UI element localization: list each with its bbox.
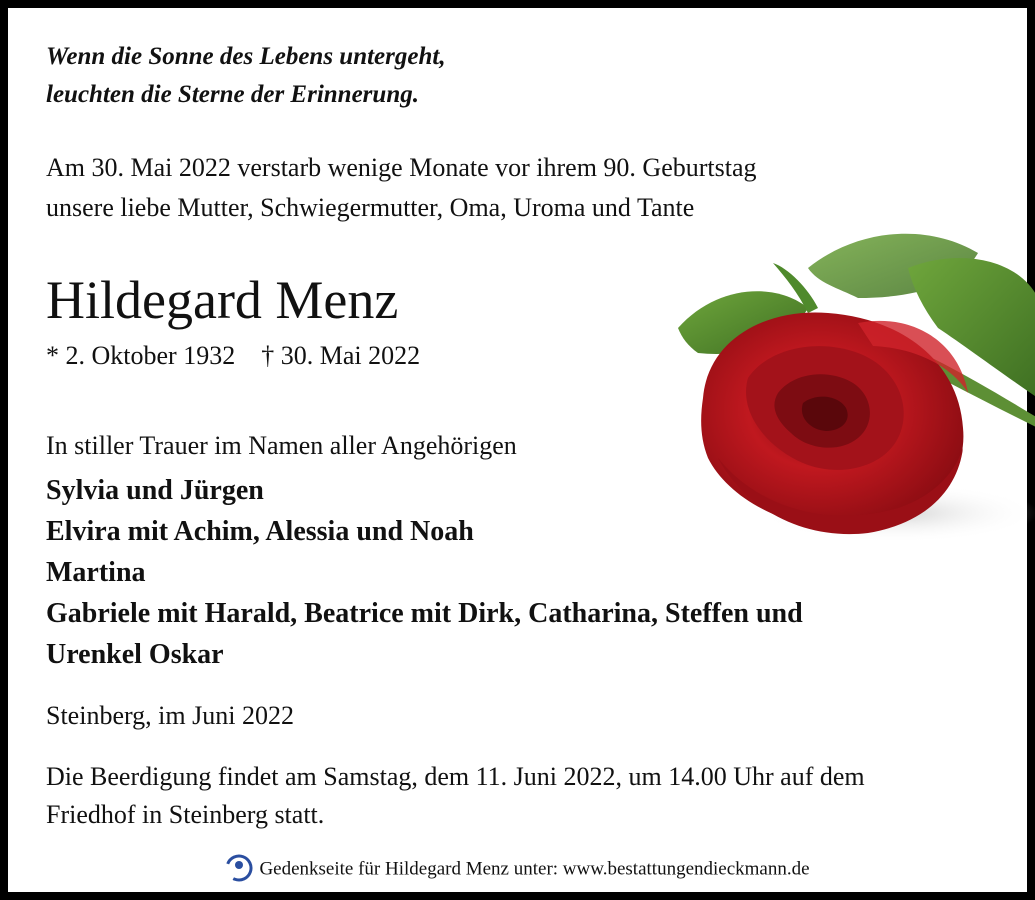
life-dates [46, 338, 420, 374]
bestatter-logo-icon [225, 854, 253, 882]
family-member-line: Martina [46, 557, 146, 588]
funeral-line-2: Friedhof in Steinberg statt. [46, 800, 325, 829]
family-member-line: Elvira mit Achim, Alessia und Noah [46, 516, 474, 547]
funeral-info [46, 758, 865, 834]
death-date: † 30. Mai 2022 [261, 341, 421, 370]
family-member-line: Urenkel Oskar [46, 639, 224, 670]
intro-line-2: unsere liebe Mutter, Schwiegermutter, Oma, Uroma und Tante [46, 193, 695, 222]
deceased-name: Hildegard Menz [46, 270, 399, 330]
family-member-line: Gabriele mit Harald, Beatrice mit Dirk, Catharina, Steffen und [46, 598, 803, 629]
motto-line-1: Wenn die Sonne des Lebens untergeht, [46, 43, 446, 70]
motto [46, 38, 446, 114]
intro-text [46, 148, 757, 228]
memorial-page-link[interactable]: Gedenkseite für Hildegard Menz unter: www.bestattungendieckmann.de [259, 858, 810, 880]
place-date: Steinberg, im Juni 2022 [46, 701, 294, 730]
family-list [46, 470, 803, 675]
funeral-line-1: Die Beerdigung findet am Samstag, dem 11. Juni 2022, um 14.00 Uhr auf dem [46, 762, 865, 791]
family-member-line: Sylvia und Jürgen [46, 475, 264, 506]
birth-date: * 2. Oktober 1932 [46, 341, 236, 370]
mourning-text: In stiller Trauer im Namen aller Angehörigen [46, 431, 517, 460]
memorial-footer [8, 856, 1027, 884]
motto-line-2: leuchten die Sterne der Erinnerung. [46, 81, 419, 108]
intro-line-1: Am 30. Mai 2022 verstarb wenige Monate vor ihrem 90. Geburtstag [46, 153, 757, 182]
